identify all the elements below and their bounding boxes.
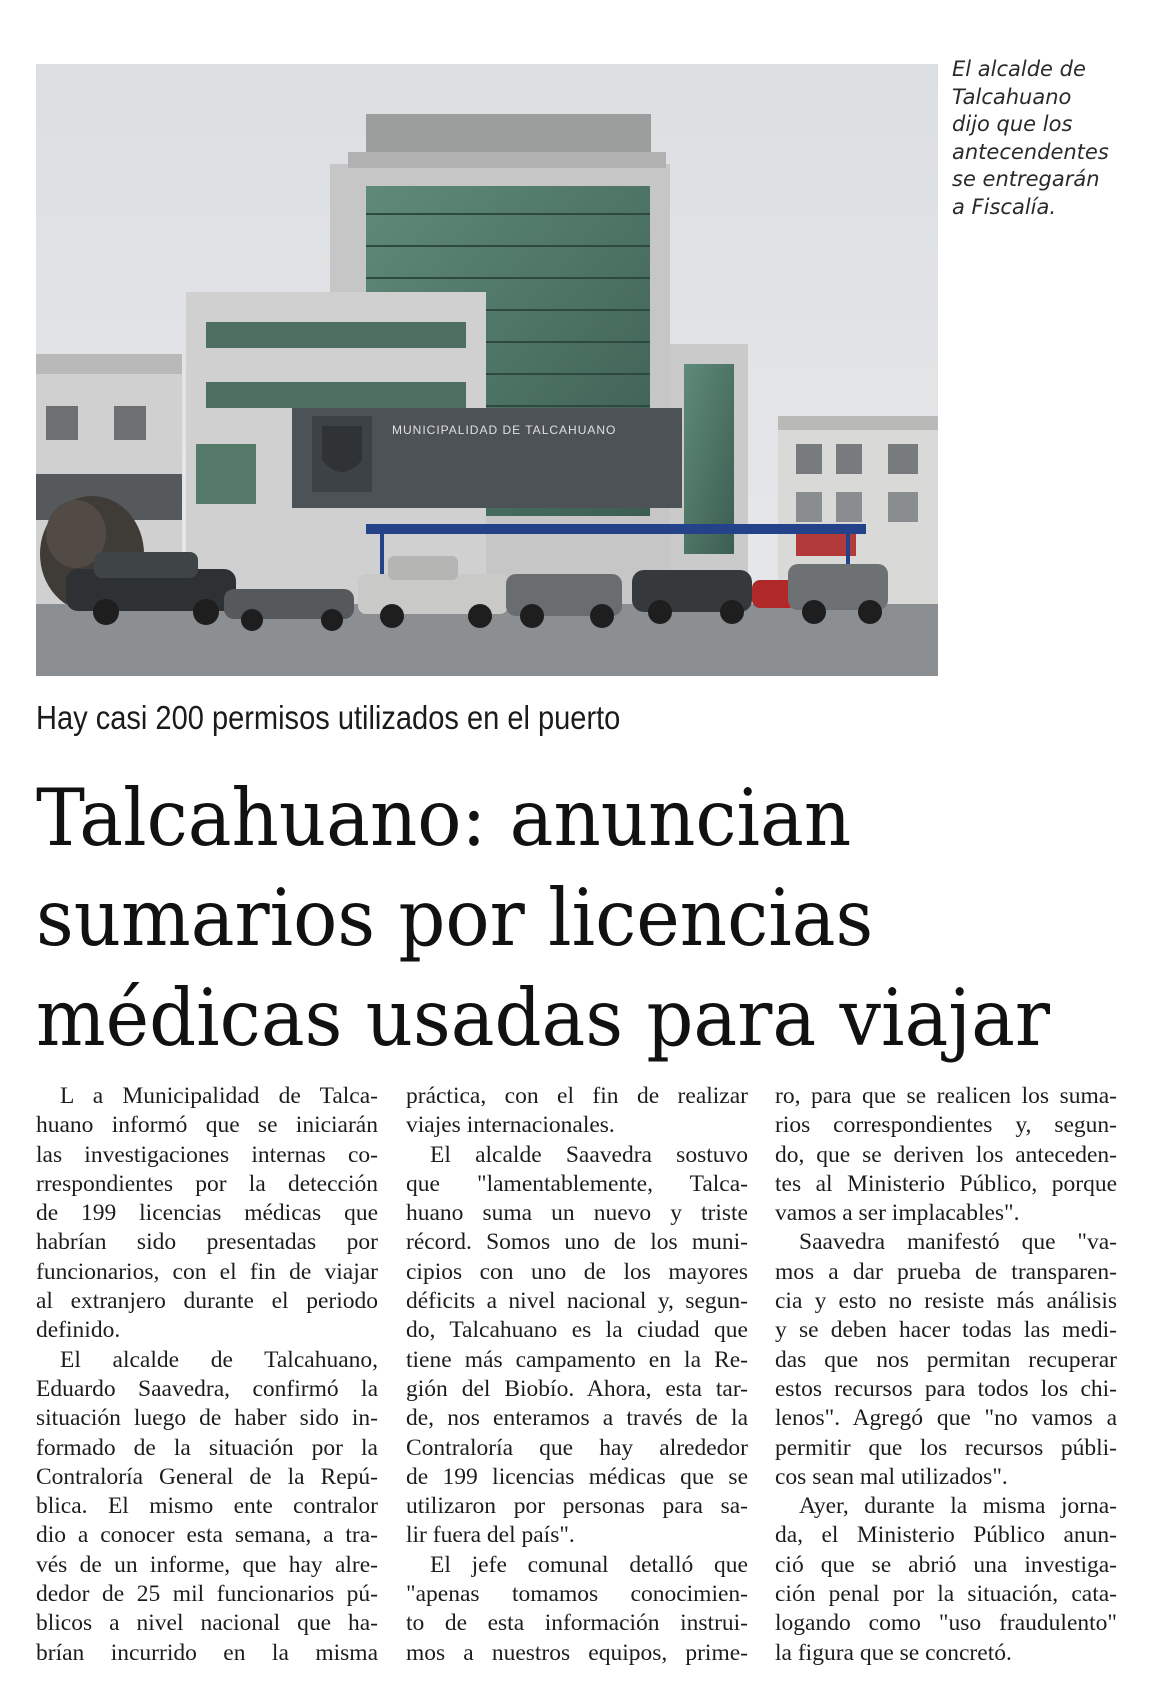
- text-line: blica. El mismo ente contralor: [36, 1493, 378, 1520]
- text-line: huano suma un nuevo y triste: [406, 1200, 748, 1227]
- article-photo: [36, 64, 938, 676]
- text-line: situación luego de haber sido in-: [36, 1405, 378, 1432]
- text-line: récord. Somos uno de los muni-: [406, 1229, 748, 1256]
- text-line: do, Talcahuano es la ciudad que: [406, 1317, 748, 1344]
- text-line: cos sean mal utilizados".: [775, 1463, 1008, 1490]
- text-line: tiene más campamento en la Re-: [406, 1346, 748, 1373]
- text-line: gión del Biobío. Ahora, esta tar-: [406, 1375, 748, 1402]
- caption-line: dijo que los: [952, 112, 1073, 136]
- article-column-1: [36, 1082, 378, 1682]
- text-line: de 199 licencias médicas que se: [406, 1463, 748, 1490]
- text-line: El alcalde de Talcahuano,: [60, 1346, 378, 1373]
- text-line: permitir que los recursos públi-: [775, 1434, 1117, 1461]
- text-line: logando como "uso fraudulento": [775, 1610, 1117, 1637]
- text-line: rios correspondientes y, segun-: [775, 1112, 1117, 1139]
- text-line: viajes internacionales.: [406, 1112, 615, 1139]
- facade-sign: MUNICIPALIDAD DE TALCAHUANO: [392, 423, 617, 437]
- text-line: cipios con uno de los mayores: [406, 1258, 748, 1285]
- caption-line: Talcahuano: [952, 84, 1072, 109]
- text-line: ción penal por la situación, cata-: [775, 1581, 1117, 1608]
- text-line: de 199 licencias médicas que: [36, 1200, 378, 1227]
- text-line: Contraloría que hay alrededor: [406, 1434, 748, 1461]
- text-line: vamos a ser implacables".: [775, 1200, 1020, 1227]
- text-line: de, nos enteramos a través de la: [406, 1405, 748, 1432]
- caption-line: El alcalde de: [952, 57, 1086, 81]
- text-line: déficits a nivel nacional y, segun-: [406, 1288, 748, 1315]
- text-line: mos a nuestros equipos, prime-: [406, 1639, 748, 1666]
- text-line: cia y esto no resiste más análisis: [775, 1288, 1117, 1315]
- article-column-3: [775, 1082, 1117, 1682]
- text-line: da, el Ministerio Público anun-: [775, 1522, 1117, 1549]
- text-line: funcionarios, con el fin de viajar: [36, 1258, 378, 1285]
- text-line: que "lamentablemente, Talca-: [406, 1170, 748, 1197]
- text-line: utilizaron por personas para sa-: [406, 1493, 748, 1520]
- text-line: las investigaciones internas co-: [36, 1141, 378, 1168]
- text-line: brían incurrido en la misma: [36, 1639, 378, 1666]
- text-line: do, que se deriven los anteceden-: [775, 1141, 1117, 1168]
- text-line: blicos a nivel nacional que ha-: [36, 1610, 378, 1637]
- text-line: al extranjero durante el periodo: [36, 1288, 378, 1315]
- text-line: to de esta información instrui-: [406, 1610, 748, 1637]
- text-line: El jefe comunal detalló que: [430, 1551, 748, 1578]
- text-line: la figura que se concretó.: [775, 1639, 1012, 1666]
- caption-line: antecendentes: [952, 139, 1109, 164]
- headline-line: Talcahuano: anuncian: [36, 772, 852, 864]
- text-line: "apenas tomamos conocimien-: [406, 1581, 748, 1608]
- article-headline: [36, 768, 1146, 1068]
- text-line: dio a conocer esta semana, a tra-: [36, 1522, 378, 1549]
- text-line: L a Municipalidad de Talca-: [60, 1083, 378, 1109]
- municipal-building-photo: [36, 64, 938, 676]
- headline-line: médicas usadas para viajar: [36, 972, 1051, 1064]
- text-line: Saavedra manifestó que "va-: [799, 1229, 1117, 1256]
- text-line: ció que se abrió una investiga-: [775, 1551, 1117, 1578]
- text-line: lir fuera del país".: [406, 1522, 575, 1549]
- caption-line: a Fiscalía.: [952, 194, 1057, 219]
- text-line: rrespondientes por la detección: [36, 1170, 378, 1197]
- text-line: Ayer, durante la misma jorna-: [799, 1493, 1117, 1520]
- caption-line: se entregarán: [952, 167, 1100, 191]
- text-line: formado de la situación por la: [36, 1434, 378, 1461]
- text-line: y se deben hacer todas las medi-: [775, 1317, 1117, 1344]
- text-line: tes al Ministerio Público, porque: [775, 1170, 1117, 1197]
- text-line: Eduardo Saavedra, confirmó la: [36, 1375, 378, 1402]
- photo-caption: [952, 56, 1152, 221]
- text-line: mos a dar prueba de transparen-: [775, 1258, 1117, 1285]
- text-line: huano informó que se iniciarán: [36, 1112, 378, 1139]
- headline-line: sumarios por licencias: [36, 872, 874, 964]
- text-line: El alcalde Saavedra sostuvo: [430, 1141, 748, 1168]
- text-line: Contraloría General de la Repú-: [36, 1463, 378, 1490]
- text-line: vés de un informe, que hay alre-: [36, 1551, 378, 1578]
- text-line: das que nos permitan recuperar: [775, 1346, 1117, 1373]
- text-line: definido.: [36, 1317, 121, 1344]
- text-line: práctica, con el fin de realizar: [406, 1083, 748, 1109]
- text-line: habrían sido presentadas por: [36, 1229, 378, 1256]
- article-kicker: Hay casi 200 permisos utilizados en el puerto: [36, 699, 621, 736]
- text-line: estos recursos para todos los chi-: [775, 1375, 1117, 1402]
- text-line: ro, para que se realicen los suma-: [775, 1083, 1117, 1109]
- text-line: dedor de 25 mil funcionarios pú-: [36, 1581, 378, 1608]
- article-column-2: [406, 1082, 748, 1682]
- text-line: lenos". Agregó que "no vamos a: [775, 1405, 1117, 1432]
